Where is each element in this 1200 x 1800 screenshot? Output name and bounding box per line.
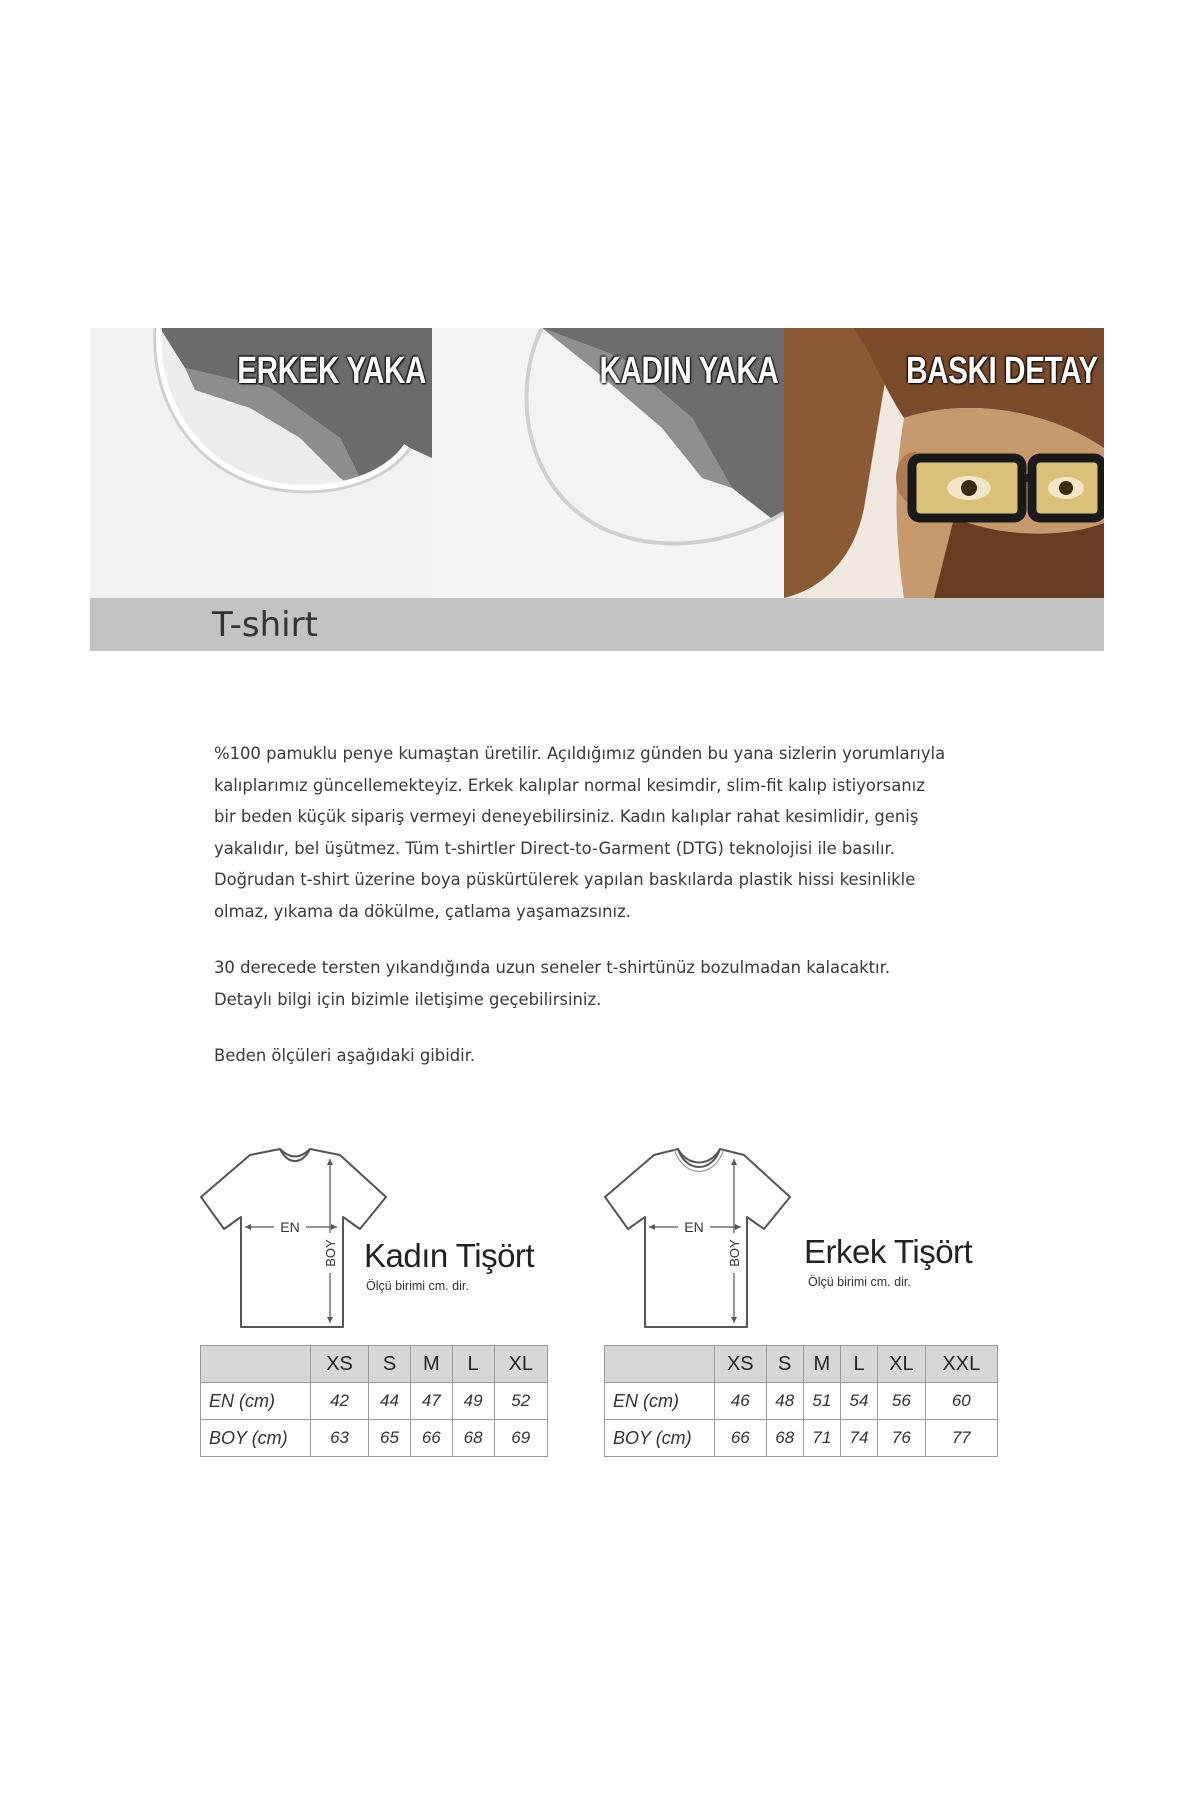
- description-line: kalıplarımız güncellemekteyiz. Erkek kalıplar normal kesimdir, slim-fit kalıp istiyorsanız: [214, 775, 925, 795]
- size-cell: 44: [369, 1383, 411, 1420]
- size-header-cell: S: [369, 1346, 411, 1383]
- size-cell: 47: [410, 1383, 452, 1420]
- description-line: %100 pamuklu penye kumaştan üretilir. Açıldığımız günden bu yana sizlerin yorumlarıyla: [214, 744, 946, 763]
- size-cell: 77: [925, 1420, 997, 1457]
- men-size-block: [604, 1145, 1024, 1465]
- description-line: Detaylı bilgi için bizimle iletişime geçebilirsiniz.: [214, 989, 602, 1009]
- panel-kadin-yaka: [432, 328, 784, 598]
- size-cell: 42: [311, 1383, 369, 1420]
- size-cell: 48: [766, 1383, 803, 1420]
- men-size-title: Erkek Tişört: [804, 1233, 973, 1270]
- product-description: [214, 738, 1014, 1072]
- size-cell: 66: [410, 1420, 452, 1457]
- size-cell: 65: [369, 1420, 411, 1457]
- size-header-row: [605, 1346, 998, 1383]
- men-size-table: [604, 1345, 998, 1457]
- panel-title: ERKEK YAKA: [237, 350, 426, 392]
- size-cell: 68: [766, 1420, 803, 1457]
- tshirt-outline-icon: [200, 1145, 390, 1335]
- size-header-cell: L: [452, 1346, 494, 1383]
- description-line: Doğrudan t-shirt üzerine boya püskürtülerek yapılan baskılarda plastik hissi kesinlikle: [214, 870, 916, 889]
- description-line: yakalıdır, bel üşütmez. Tüm t-shirtler Direct-to-Garment (DTG) teknolojisi ile basılır.: [214, 838, 895, 858]
- size-header-cell: XL: [494, 1346, 548, 1383]
- size-cell: 76: [878, 1420, 926, 1457]
- shirt-length-label: BOY: [727, 1239, 742, 1267]
- strip-label: T-shirt: [212, 605, 318, 645]
- size-header-cell: XS: [311, 1346, 369, 1383]
- table-row: [605, 1420, 998, 1457]
- size-cell: 60: [925, 1383, 997, 1420]
- panel-baski-detay: [784, 328, 1104, 598]
- size-cell: 63: [311, 1420, 369, 1457]
- description-paragraph: [214, 952, 1014, 1015]
- description-line: bir beden küçük sipariş vermeyi deneyebilirsiniz. Kadın kalıplar rahat kesimlidir, geniş: [214, 807, 919, 826]
- size-cell: 46: [715, 1383, 767, 1420]
- row-label: EN (cm): [605, 1383, 715, 1420]
- size-header-cell: XXL: [925, 1346, 997, 1383]
- women-size-block: [200, 1145, 560, 1465]
- size-cell: 56: [878, 1383, 926, 1420]
- size-cell: 69: [494, 1420, 548, 1457]
- row-label: BOY (cm): [605, 1420, 715, 1457]
- banner-panels: [90, 328, 1104, 598]
- panel-erkek-yaka: [90, 328, 432, 598]
- description-paragraph: [214, 738, 1014, 927]
- women-size-note: Ölçü birimi cm. dir.: [366, 1279, 469, 1293]
- description-paragraph: [214, 1040, 1014, 1072]
- size-cell: 51: [803, 1383, 840, 1420]
- corner-cell: [605, 1346, 715, 1383]
- women-size-title: Kadın Tişört: [364, 1237, 535, 1274]
- size-header-cell: M: [803, 1346, 840, 1383]
- panel-title: KADIN YAKA: [599, 350, 778, 392]
- size-header-cell: XL: [878, 1346, 926, 1383]
- row-label: EN (cm): [201, 1383, 311, 1420]
- panel-title: BASKI DETAY: [906, 350, 1098, 392]
- size-header-cell: L: [840, 1346, 877, 1383]
- description-line: Beden ölçüleri aşağıdaki gibidir.: [214, 1046, 476, 1065]
- table-row: [605, 1383, 998, 1420]
- description-line: olmaz, yıkama da dökülme, çatlama yaşamazsınız.: [214, 901, 631, 921]
- tshirt-strip: [90, 598, 1104, 651]
- size-cell: 71: [803, 1420, 840, 1457]
- men-size-note: Ölçü birimi cm. dir.: [808, 1275, 911, 1289]
- table-row: [201, 1383, 548, 1420]
- hero-banner: [90, 328, 1104, 651]
- size-header-row: [201, 1346, 548, 1383]
- size-cell: 49: [452, 1383, 494, 1420]
- size-cell: 54: [840, 1383, 877, 1420]
- shirt-width-label: EN: [280, 1219, 300, 1235]
- shirt-width-label: EN: [684, 1219, 704, 1235]
- row-label: BOY (cm): [201, 1420, 311, 1457]
- shirt-length-label: BOY: [323, 1239, 338, 1267]
- table-row: [201, 1420, 548, 1457]
- tshirt-outline-icon: [604, 1145, 794, 1335]
- size-cell: 74: [840, 1420, 877, 1457]
- description-line: 30 derecede tersten yıkandığında uzun seneler t-shirtünüz bozulmadan kalacaktır.: [214, 958, 891, 977]
- size-cell: 68: [452, 1420, 494, 1457]
- women-size-table: [200, 1345, 548, 1457]
- size-header-cell: XS: [715, 1346, 767, 1383]
- size-cell: 52: [494, 1383, 548, 1420]
- corner-cell: [201, 1346, 311, 1383]
- size-header-cell: M: [410, 1346, 452, 1383]
- size-cell: 66: [715, 1420, 767, 1457]
- size-header-cell: S: [766, 1346, 803, 1383]
